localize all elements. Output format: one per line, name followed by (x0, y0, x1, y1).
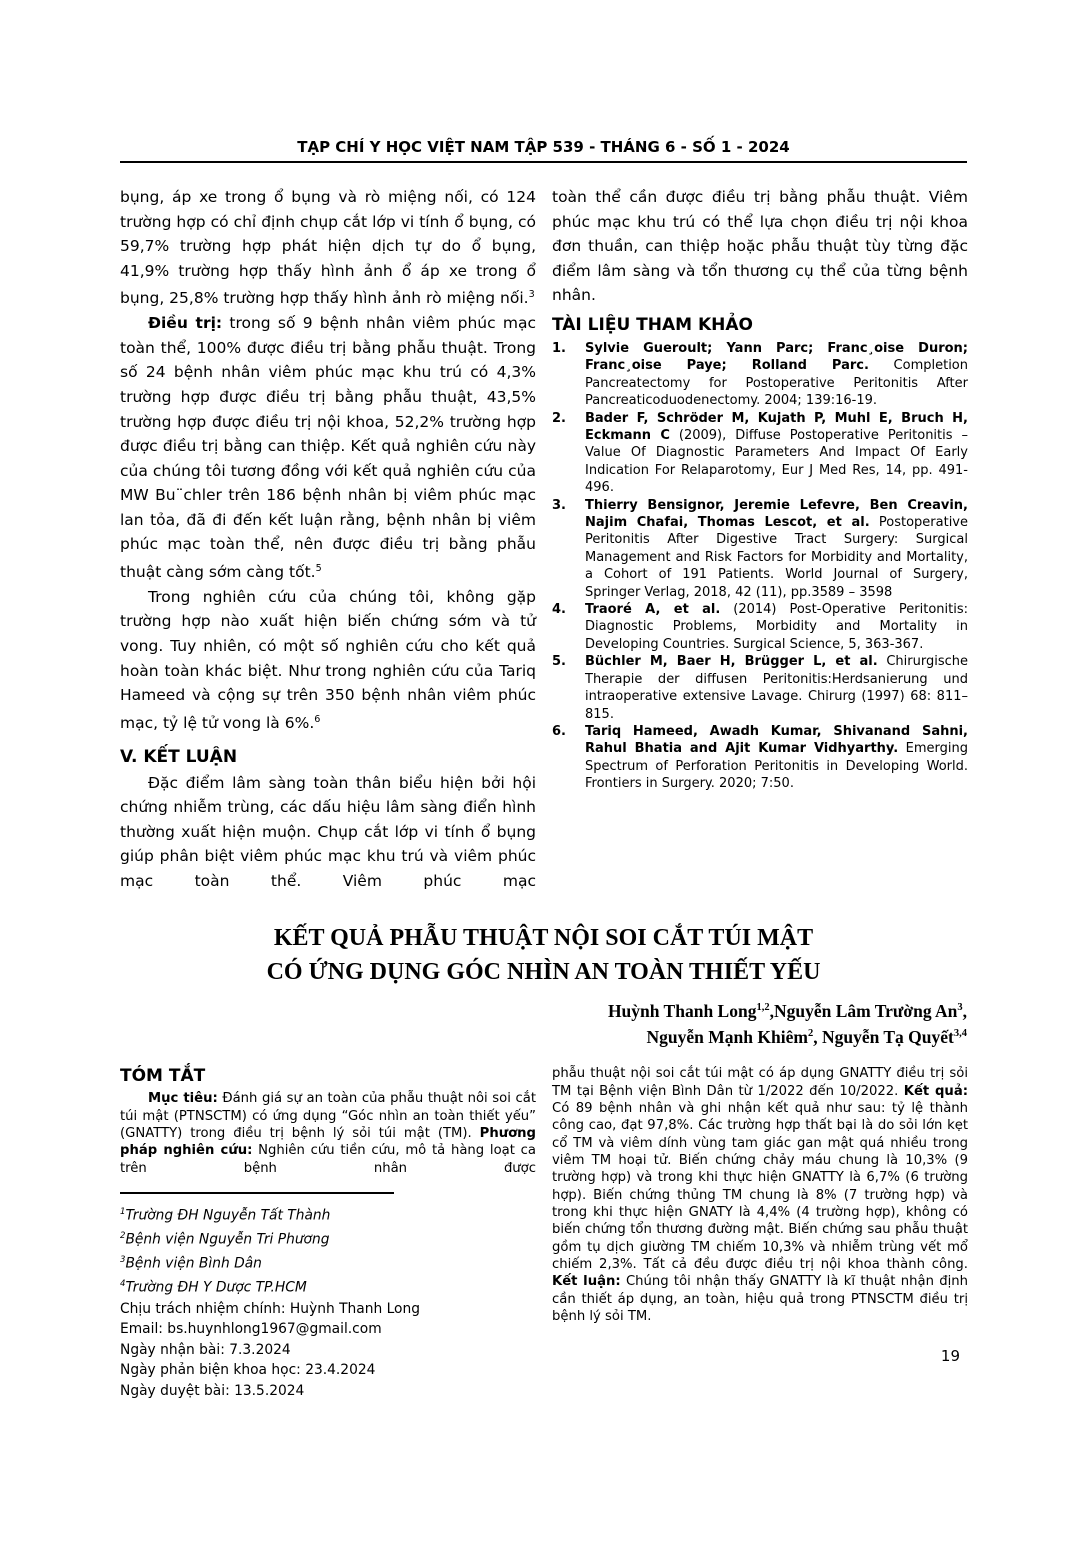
footnote-responsible-author: Chịu trách nhiệm chính: Huỳnh Thanh Long (120, 1300, 420, 1317)
reference-item (552, 601, 968, 653)
paragraph: toàn thể cần được điều trị bằng phẫu thuật. Viêm phúc mạc khu trú có thể lựa chọn điều trị nội khoa đơn thuần, can thiệp hoặc phẫu thuật tùy từng đặc điểm lâm sàng và tổn thương cụ thể của từng bệnh nhân. (552, 188, 968, 305)
reference-item (552, 723, 968, 793)
reference-text: Thierry Bensignor, Jeremie Lefevre, Ben Creavin, Najim Chafai, Thomas Lescot, et al. Postoperative Peritonitis After Digestive Tract Surgery: Surgical Management and Risk Factors for Morbidity and Mortality, a Cohort of 191 Patients. World Journal of Surgery, Springer Verlag, 2018, 42 (11), pp.3589 – 3598 (585, 497, 968, 600)
paragraph: Đặc điểm lâm sàng toàn thân biểu hiện bởi hội chứng nhiễm trùng, các dấu hiệu lâm sàng điển hình thường xuất hiện muộn. Chụp cắt lớp vi tính ổ bụng giúp phân biệt viêm phúc mạc khu trú và viêm phúc mạc toàn thể. Viêm phúc mạc (120, 773, 536, 890)
header-rule (120, 161, 967, 163)
article-title-line1: KẾT QUẢ PHẪU THUẬT NỘI SOI CẮT TÚI MẬT (273, 924, 814, 951)
article-authors (120, 996, 967, 1050)
footnote-rule (120, 1192, 394, 1194)
article-title-line2: CÓ ỨNG DỤNG GÓC NHÌN AN TOÀN THIẾT YẾU (266, 958, 821, 985)
right-column-abstract (552, 1065, 968, 1401)
footnote-affiliation: $^3$Bệnh viện Bình Dân (120, 1255, 262, 1272)
page-number: 19 (940, 1347, 960, 1365)
left-column-abstract (120, 1065, 536, 1401)
footnote-received-date: Ngày nhận bài: 7.3.2024 (120, 1341, 291, 1358)
reference-number: 1. (552, 340, 566, 356)
footnote-affiliation: $^1$Trường ĐH Nguyễn Tất Thành (120, 1206, 331, 1224)
reference-item (552, 410, 968, 497)
footnote-affiliation: $^2$Bệnh viện Nguyễn Tri Phương (120, 1231, 330, 1248)
paragraph: Điều trị: trong số 9 bệnh nhân viêm phúc mạc toàn thể, 100% được điều trị bằng phẫu thuật. Trong số 24 bệnh nhân viêm phúc mạc khu trú có 4,3% trường hợp được điều trị bằng phẫu thuật, 43,5% trường hợp được điều trị nội khoa, 52,2% trường hợp được điều trị bằng can thiệp. Kết quả nghiên cứu này của chúng tôi tương đồng với kết quả nghiên cứu của MW Bu¨chler trên 186 bệnh nhân bị viêm phúc mạc lan tỏa, đã đi đến kết luận rằng, bệnh nhân bị viêm phúc mạc toàn thể, nên được điều trị bằng phẫu thuật càng sớm càng tốt.$^5$ (120, 314, 537, 582)
reference-item (552, 653, 968, 723)
reference-text: Bader F, Schröder M, Kujath P, Muhl E, Bruch H, Eckmann C (2009), Diffuse Postoperative Peritonitis – Value Of Diagnostic Parameters And Impact Of Early Indication For Relaparotomy, Eur J Med Res, 14, pp. 491-496. (585, 410, 968, 496)
right-column-references (552, 185, 968, 894)
reference-list (552, 340, 968, 793)
reference-text: Traoré A, et al. (2014) Post-Operative Peritonitis: Diagnostic Problems, Morbidity and Mortality in Developing Countries. Surgical Science, 5, 363-367. (585, 602, 968, 652)
footnote-review-date: Ngày phản biện khoa học: 23.4.2024 (120, 1362, 376, 1379)
abstract-paragraph-right: phẫu thuật nội soi cắt túi mật có áp dụng GNATTY điều trị sỏi TM tại Bệnh viện Bình Dân từ 1/2022 đến 10/2022. Kết quả: Có 89 bệnh nhân và ghi nhận kết quả như sau: tỷ lệ thành công cao, đạt 97,8%. Các trường hợp thất bại là do sỏi lớn kẹt cổ TM và viêm dính vùng tam giác gan mật quá nhiều trong viêm TM hoại tử. Biến chứng chảy máu chung là 10,3% (9 trường hợp) và trong khi thực hiện GNATTY là 6,7% (6 trường hợp). Biến chứng thủng TM chung là 8% (7 trường hợp) và trong khi thực hiện GNATY là 4,4% (4 trường hợp), không có biến chứng tổn thương đường mật. Biến chứng sau phẫu thuật gồm tụ dịch giường TM chiếm 10,3% và nhiễm trùng vết mổ chiếm 2,3%. Tất cả đều được điều trị nội khoa thành công. Kết luận: Chúng tôi nhận thấy GNATTY là kĩ thuật nhận định cần thiết áp dụng, an toàn, hiệu quả trong PTNSCTM điều trị bệnh lý sỏi TM. (552, 1066, 969, 1324)
reference-text: Sylvie Gueroult; Yann Parc; Franc¸oise Duron; Franc¸oise Paye; Rolland Parc. Completion Pancreatectomy for Postoperative Peritonitis After Pancreaticoduodenectomy. 2004; 139:16-19. (585, 340, 969, 409)
section-heading-references: TÀI LIỆU THAM KHẢO (552, 314, 753, 335)
reference-number: 2. (552, 410, 566, 426)
article-title (120, 921, 967, 989)
abstract-section (120, 1065, 967, 1401)
journal-header-title: TẠP CHÍ Y HỌC VIỆT NAM TẬP 539 - THÁNG 6 - SỐ 1 - 2024 (297, 138, 790, 156)
authors-line1: Huỳnh Thanh Long$^{1,2}$,Nguyễn Lâm Trường An$^3$, (607, 1000, 967, 1021)
footnote-affiliation: $^4$Trường ĐH Y Dược TP.HCM (120, 1279, 307, 1297)
reference-number: 6. (552, 723, 566, 739)
reference-text: Tariq Hameed, Awadh Kumar, Shivanand Sahni, Rahul Bhatia and Ajit Kumar Vidhyarthy. Emerging Spectrum of Perforation Peritonitis in Developing World. Frontiers in Surgery. 2020; 7:50. (585, 723, 968, 792)
reference-number: 5. (552, 654, 566, 670)
paragraph: bụng, áp xe trong ổ bụng và rò miệng nối, có 124 trường hợp có chỉ định chụp cắt lớp vi tính ổ bụng, có 59,7% trường hợp phát hiện dịch tự do ổ bụng, 41,9% trường hợp thấy hình ảnh ổ áp xe trong ổ bụng, 25,8% trường hợp thấy hình ảnh rò miệng nối.$^3$ (120, 188, 536, 308)
reference-number: 4. (552, 602, 566, 618)
reference-item (552, 340, 968, 410)
footnotes (120, 1202, 536, 1402)
abstract-paragraph-left: Mục tiêu: Đánh giá sự an toàn của phẫu thuật nôi soi cắt túi mật (PTNSCTM) có ứng dụng “Góc nhìn an toàn thiết yếu” (GNATTY) trong điều trị bệnh lý sỏi túi mật (TM). Phương pháp nghiên cứu: Nghiên cứu tiền cứu, mô tả hàng loạt ca trên bệnh nhân được (120, 1091, 536, 1176)
section-heading-conclusion: V. KẾT LUẬN (120, 746, 238, 767)
abstract-heading: TÓM TẮT (120, 1066, 206, 1087)
reference-text: Büchler M, Baer H, Brügger L, et al. Chirurgische Therapie der diffusen Peritonitis:Herdsanierung und intraoperative extensive Lavage. Chirurg (1997) 68: 811–815. (585, 654, 968, 722)
paragraph: Trong nghiên cứu của chúng tôi, không gặp trường hợp nào xuất hiện biến chứng sớm và tử vong. Tuy nhiên, có một số nghiên cứu cho kết quả hoàn toàn khác biệt. Như trong nghiên cứu của Tariq Hameed và cộng sự trên 350 bệnh nhân viêm phúc mạc, tỷ lệ tử vong là 6%.$^6$ (120, 587, 536, 732)
footnote-email: Email: bs.huynhlong1967@gmail.com (120, 1321, 382, 1338)
authors-line2: Nguyễn Mạnh Khiêm$^2$, Nguyễn Tạ Quyết$^{3,4}$ (646, 1027, 967, 1048)
reference-number: 3. (552, 497, 566, 513)
footnote-accepted-date: Ngày duyệt bài: 13.5.2024 (120, 1383, 305, 1399)
left-column-discussion (120, 185, 536, 894)
top-section (120, 185, 967, 894)
reference-item (552, 497, 968, 601)
